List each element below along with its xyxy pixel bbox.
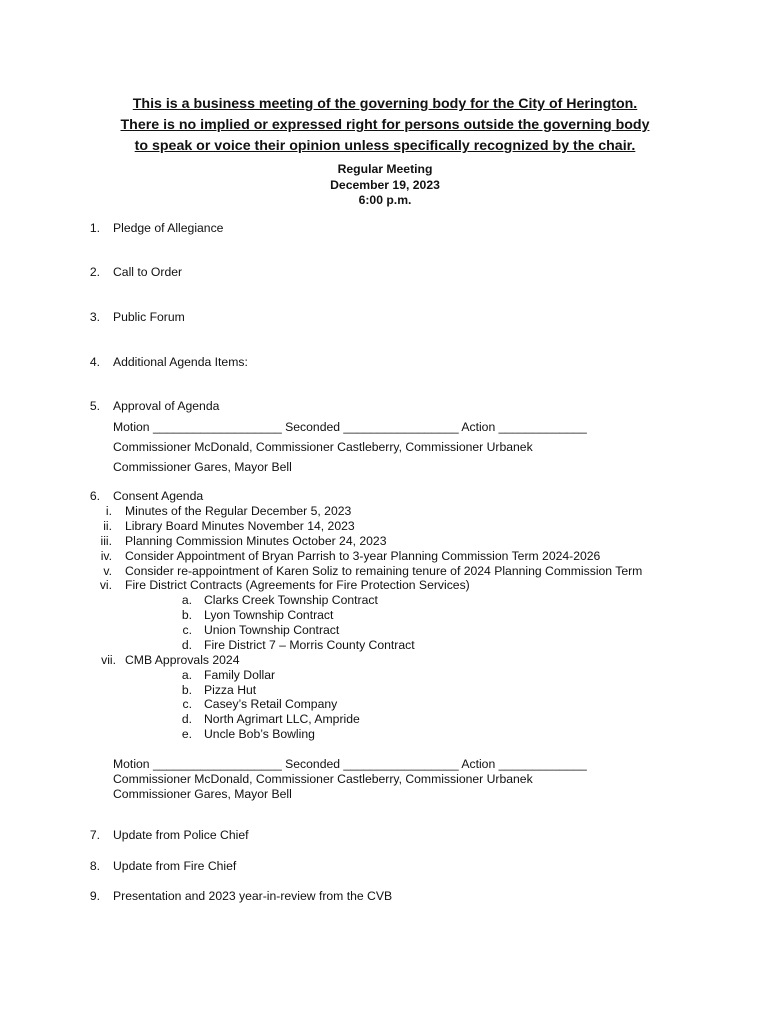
sub-letter: b.: [181, 608, 192, 622]
sub-letter: c.: [182, 697, 192, 711]
consent-item: Fire District Contracts (Agreements for Fire Protection Services): [125, 578, 470, 592]
sub-letter: d.: [181, 712, 192, 726]
meeting-type: Regular Meeting: [337, 162, 433, 176]
item-cvb-presentation: Presentation and 2023 year-in-review from the CVB: [113, 889, 393, 903]
consent-item: Planning Commission Minutes October 24, 2023: [125, 534, 387, 548]
consent-numeral: i.: [105, 504, 112, 518]
consent-numeral: iii.: [100, 534, 112, 548]
consent-item: CMB Approvals 2024: [125, 653, 240, 667]
item-number: 5.: [89, 399, 100, 413]
consent-item: Library Board Minutes November 14, 2023: [125, 519, 355, 533]
notice-line-1: This is a business meeting of the governing body for the City of Herington.: [132, 96, 638, 112]
sub-letter: a.: [181, 668, 192, 682]
item-police-chief: Update from Police Chief: [113, 828, 249, 842]
consent-numeral: vii.: [101, 653, 116, 667]
item-number: 8.: [89, 859, 100, 873]
sub-letter: c.: [182, 623, 192, 637]
meeting-date: December 19, 2023: [330, 177, 440, 192]
meeting-notice: [60, 94, 710, 157]
sub-letter: d.: [181, 638, 192, 652]
item-number: 4.: [89, 355, 100, 369]
item-number: 3.: [89, 310, 100, 324]
cmb-approval-item: Pizza Hut: [204, 683, 257, 697]
motion-line: Motion ___________________ Seconded _________________ Action _____________: [113, 757, 587, 771]
notice-line-2: There is no implied or expressed right for persons outside the governing body: [120, 117, 650, 133]
item-number: 9.: [89, 889, 100, 903]
consent-numeral: iv.: [100, 549, 112, 563]
fire-contract-item: Union Township Contract: [204, 623, 340, 637]
cmb-approval-item: Family Dollar: [204, 668, 276, 682]
commissioners-line: Commissioner McDonald, Commissioner Castleberry, Commissioner Urbanek: [113, 440, 533, 454]
item-public-forum: Public Forum: [113, 310, 185, 324]
motion-line: Motion ___________________ Seconded _________________ Action _____________: [113, 420, 587, 434]
consent-numeral: ii.: [103, 519, 112, 533]
item-number: 7.: [89, 828, 100, 842]
cmb-approval-item: North Agrimart LLC, Ampride: [204, 712, 360, 726]
consent-item: Consider re-appointment of Karen Soliz to remaining tenure of 2024 Planning Commission Term: [125, 564, 643, 578]
fire-contract-item: Fire District 7 – Morris County Contract: [204, 638, 415, 652]
item-number: 6.: [89, 489, 100, 503]
item-call-to-order: Call to Order: [113, 265, 183, 279]
item-fire-chief: Update from Fire Chief: [113, 859, 237, 873]
sub-letter: b.: [181, 683, 192, 697]
consent-numeral: v.: [103, 564, 112, 578]
meeting-time: 6:00 p.m.: [358, 193, 412, 207]
cmb-approval-item: Uncle Bob’s Bowling: [204, 727, 315, 741]
item-number: 2.: [89, 265, 100, 279]
fire-contract-item: Clarks Creek Township Contract: [204, 593, 378, 607]
sub-letter: e.: [181, 727, 192, 741]
cmb-approval-item: Casey’s Retail Company: [204, 697, 338, 711]
fire-contract-item: Lyon Township Contract: [204, 608, 334, 622]
notice-line-3: to speak or voice their opinion unless specifically recognized by the chair.: [134, 138, 636, 154]
commissioners-line: Commissioner Gares, Mayor Bell: [113, 460, 292, 474]
sub-letter: a.: [181, 593, 192, 607]
item-number: 1.: [89, 221, 100, 235]
item-pledge: Pledge of Allegiance: [113, 221, 224, 235]
meeting-header: [185, 162, 585, 209]
commissioners-line: Commissioner Gares, Mayor Bell: [113, 787, 292, 801]
consent-item: Consider Appointment of Bryan Parrish to 3-year Planning Commission Term 2024-2026: [125, 549, 601, 563]
commissioners-line: Commissioner McDonald, Commissioner Castleberry, Commissioner Urbanek: [113, 772, 533, 786]
consent-numeral: vi.: [99, 578, 112, 592]
item-approval-of-agenda: Approval of Agenda: [113, 399, 220, 413]
item-consent-agenda: Consent Agenda: [113, 489, 204, 503]
item-additional-agenda: Additional Agenda Items:: [113, 355, 248, 369]
consent-item: Minutes of the Regular December 5, 2023: [125, 504, 352, 518]
